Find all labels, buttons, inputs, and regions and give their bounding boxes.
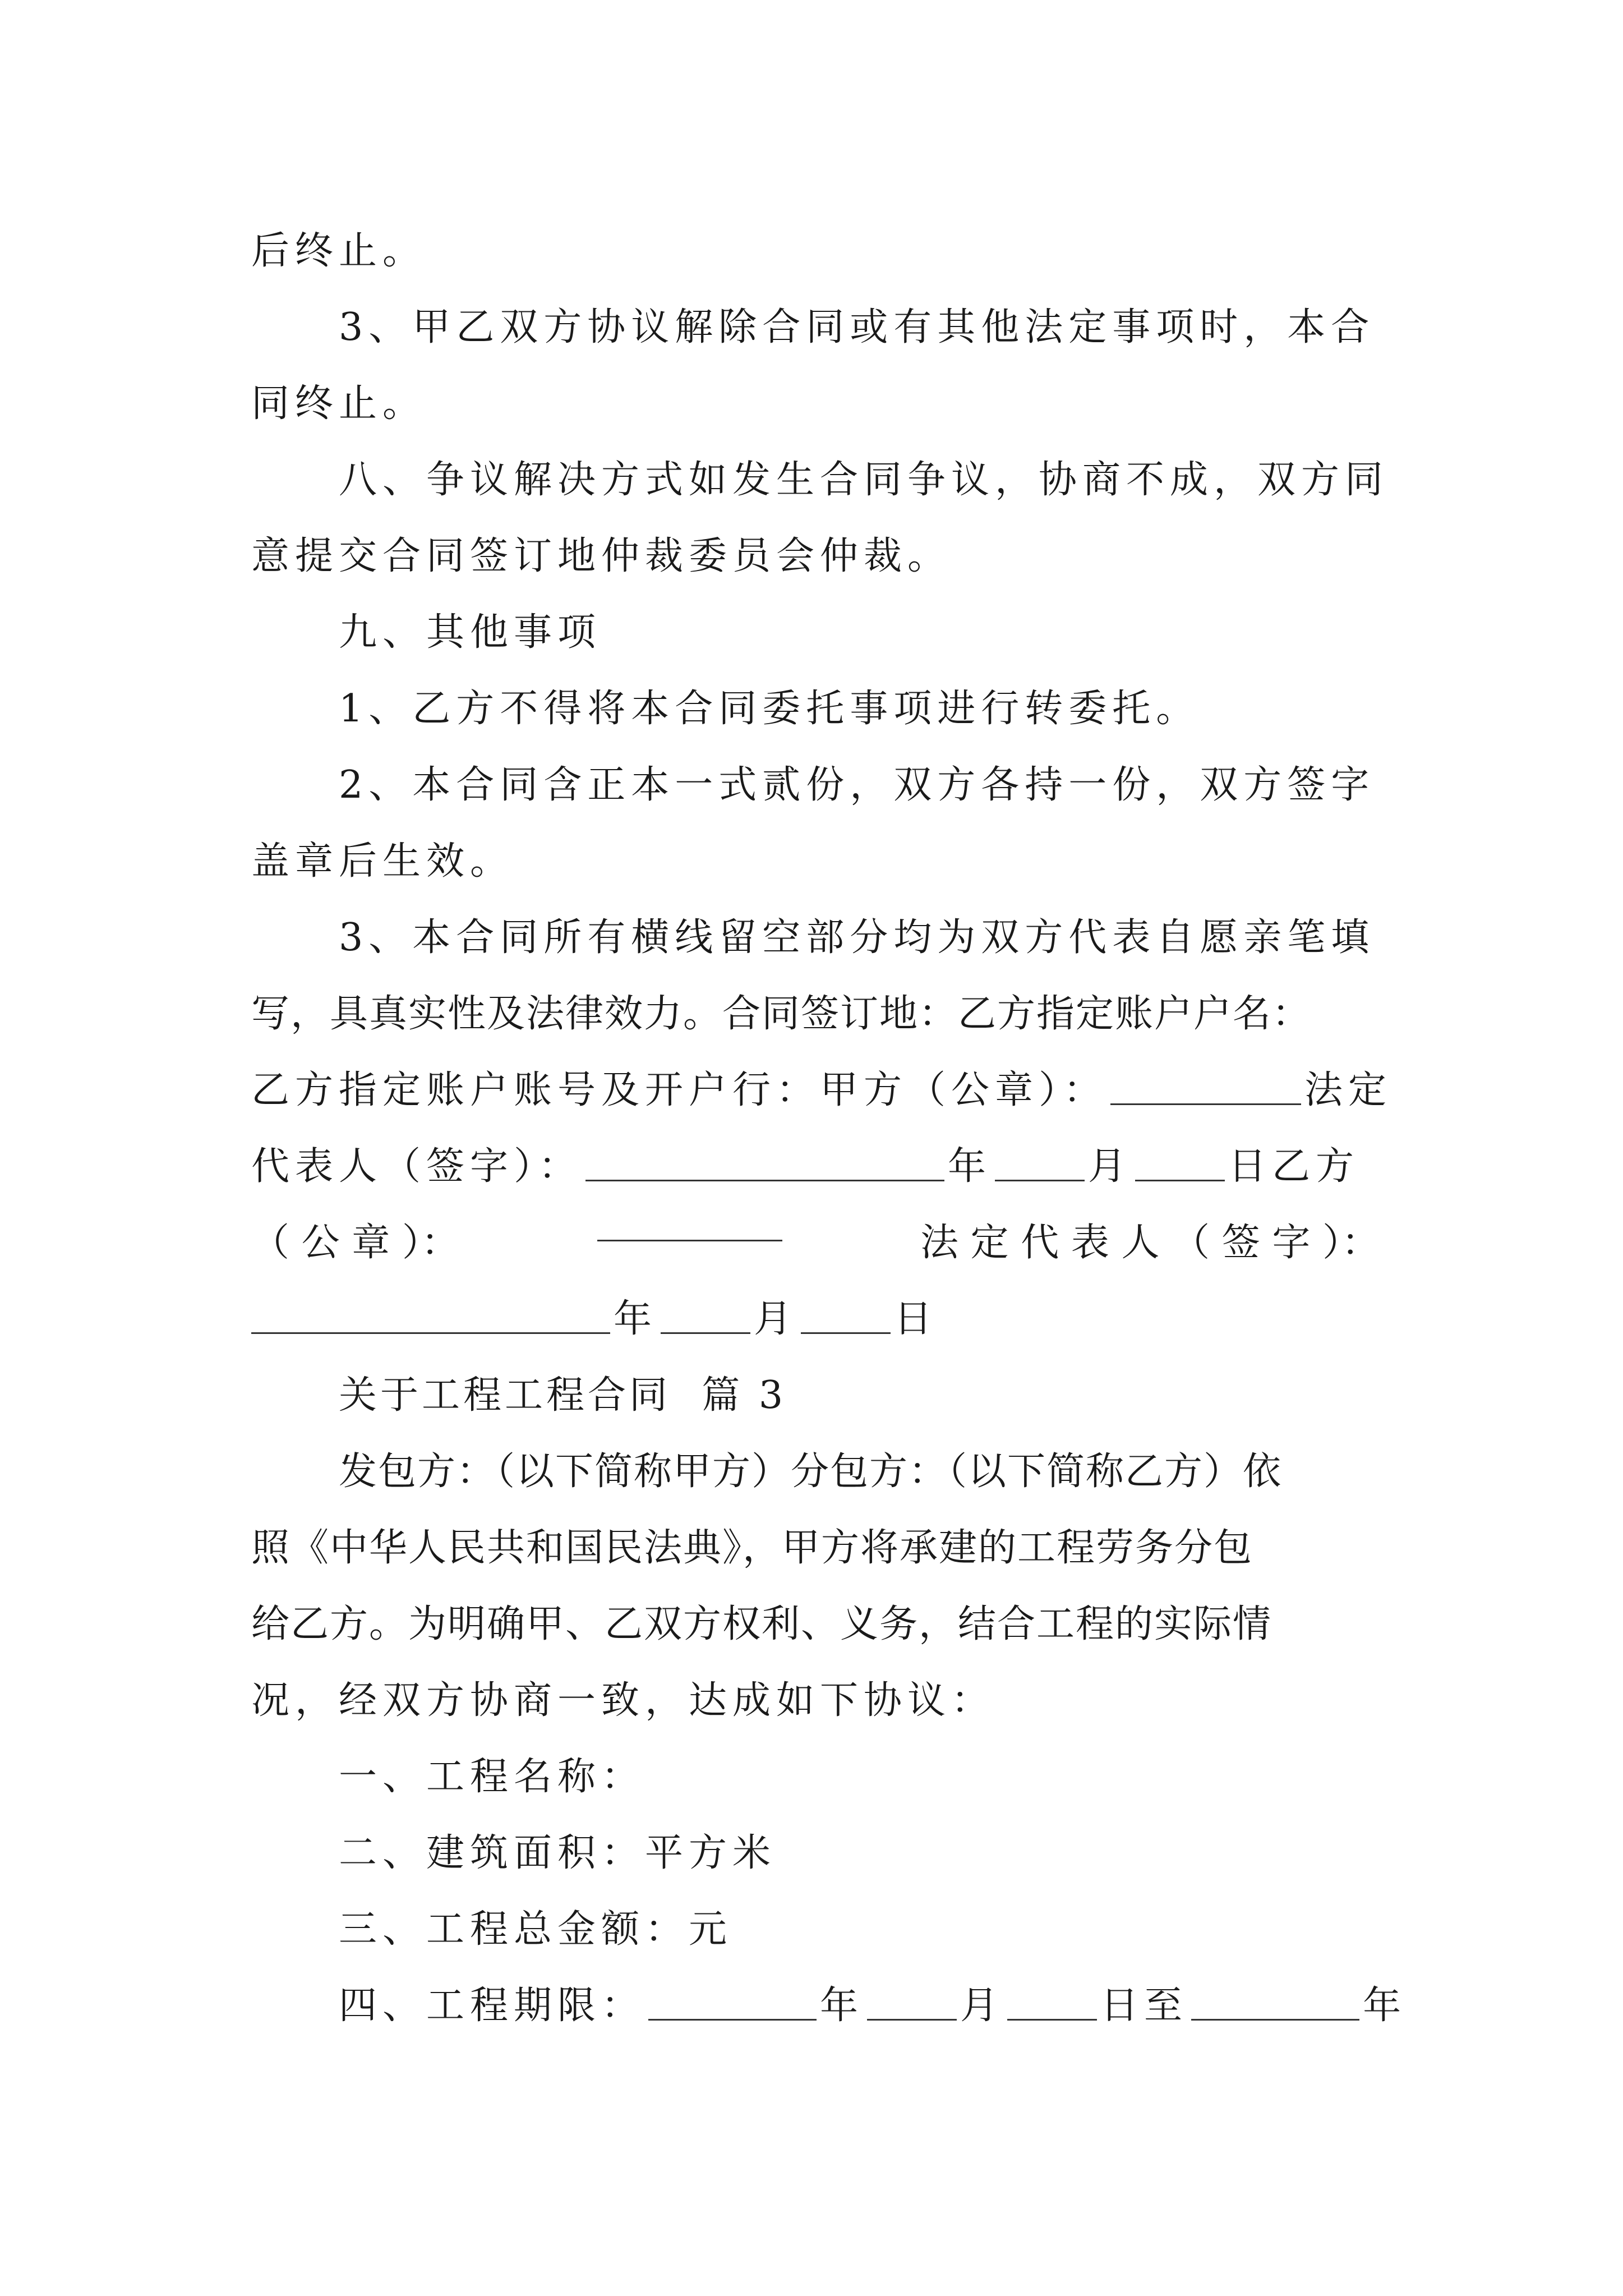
document-page [251, 213, 1407, 2044]
blank-field[interactable] [585, 1145, 944, 1181]
text-fragment: 乙方指定账户账号及开户行：甲方（公章）： [251, 1068, 1108, 1112]
text-fragment: 法定 [1304, 1068, 1393, 1112]
text-line: 3、甲乙双方协议解除合同或有其他法定事项时，本合 [339, 305, 1375, 349]
text-line: 1、乙方不得将本合同委托事项进行转委托。 [339, 687, 1200, 731]
blank-field[interactable] [1135, 1145, 1225, 1181]
text-line: 后终止。 [251, 229, 427, 273]
text-line: 意提交合同签订地仲裁委员会仲裁。 [251, 534, 952, 578]
blank-field[interactable] [251, 1297, 610, 1334]
text-fragment: 日至 [1100, 1984, 1188, 2028]
blank-field[interactable] [661, 1297, 750, 1334]
blank-field[interactable] [1191, 1984, 1359, 2021]
text-line: 三、工程总金额：元 [339, 1907, 733, 1952]
text-line: 同终止。 [251, 381, 427, 426]
text-line: 给乙方。为明确甲、乙双方权利、义务，结合工程的实际情 [251, 1602, 1272, 1646]
text-fragment: 月 [754, 1297, 798, 1341]
text-fragment: 四、工程期限： [339, 1984, 645, 2028]
text-line: 写，具真实性及法律效力。合同签订地：乙方指定账户户名： [251, 992, 1312, 1036]
signature-line [251, 1205, 1380, 1281]
blank-field[interactable] [648, 1984, 817, 2021]
blank-field[interactable] [1110, 1069, 1301, 1105]
signature-line [251, 1052, 1393, 1129]
text-fragment: 年 [614, 1297, 658, 1341]
text-line: 一、工程名称： [339, 1755, 645, 1799]
text-line: 3、本合同所有横线留空部分均为双方代表自愿亲笔填 [339, 915, 1375, 960]
section-heading: 九、其他事项 [339, 610, 602, 655]
blank-field[interactable] [801, 1297, 891, 1334]
text-fragment: 年 [1363, 1984, 1407, 2028]
signature-line [251, 1281, 1380, 1358]
text-fragment: 日乙方 [1228, 1144, 1360, 1189]
text-fragment: 月 [1088, 1144, 1132, 1189]
text-line: 盖章后生效。 [251, 839, 514, 884]
text-fragment: 日 [894, 1297, 938, 1341]
signature-line [251, 1129, 1380, 1205]
text-line: 照《中华人民共和国民法典》，甲方将承建的工程劳务分包 [251, 1526, 1253, 1570]
text-line: 八、争议解决方式如发生合同争议，协商不成，双方同 [339, 458, 1389, 502]
blank-field[interactable] [597, 1205, 782, 1241]
text-fragment: 代表人（签字）： [251, 1144, 583, 1189]
text-fragment: 年 [820, 1984, 864, 2028]
article-title: 关于工程工程合同 篇 3 [339, 1373, 787, 1418]
blank-field[interactable] [867, 1984, 957, 2021]
text-line: 况，经双方协商一致，达成如下协议： [251, 1678, 995, 1723]
blank-field[interactable] [995, 1145, 1085, 1181]
text-line: 二、建筑面积：平方米 [339, 1831, 777, 1875]
blank-field[interactable] [1007, 1984, 1097, 2021]
text-line: 发包方：（以下简称甲方）分包方：（以下简称乙方）依 [339, 1450, 1283, 1494]
text-fragment: 年 [948, 1144, 992, 1189]
text-fragment: 月 [960, 1984, 1004, 2028]
text-line: 2、本合同含正本一式贰份，双方各持一份，双方签字 [339, 763, 1375, 807]
text-fragment: 法 定 代 表 人 （ 签 字 ）： [920, 1221, 1380, 1265]
text-fragment: （ 公 章 ）： [251, 1221, 459, 1265]
text-line [251, 1968, 1407, 2044]
